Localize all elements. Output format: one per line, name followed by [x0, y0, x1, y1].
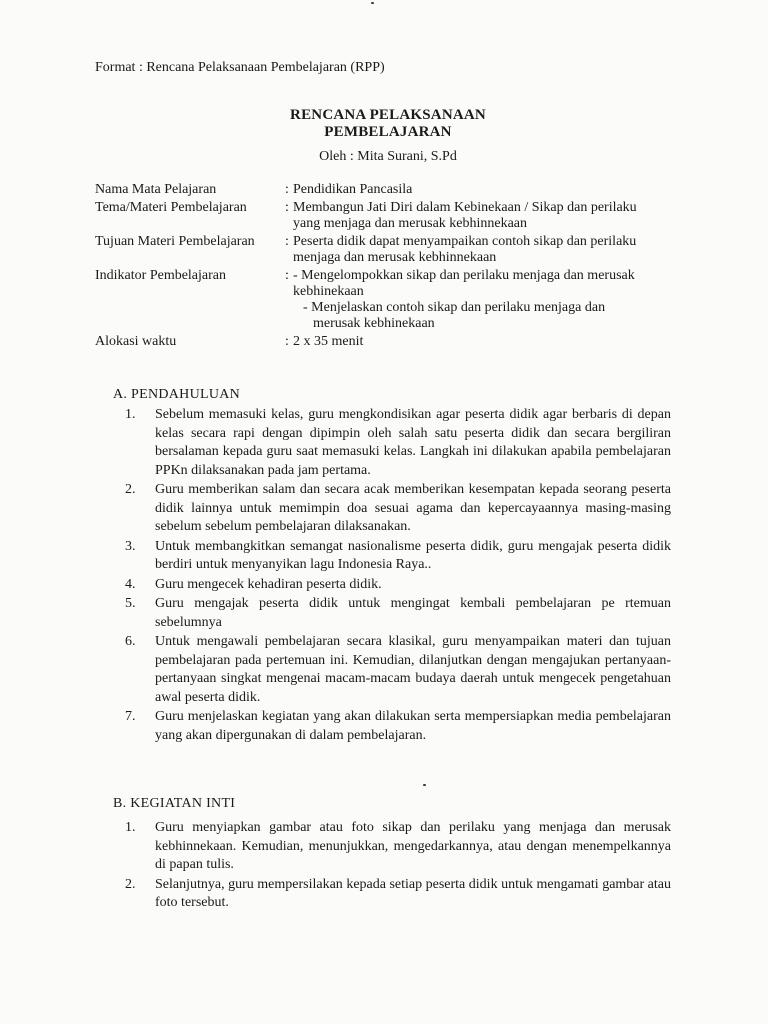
info-row-theme: Tema/Materi Pembelajaran : Membangun Jati Diri dalam Kebinekaan / Sikap dan perilaku yang menjaga dan merusak kebhinnekaan: [95, 200, 695, 232]
list-item: 1. Sebelum memasuki kelas, guru mengkondisikan agar peserta didik agar berbaris di depan kelas secara rapi dengan dipimpin oleh salah satu peserta didik dan secara bergiliran bersalaman kepada guru saat memasuki kelas. Langkah ini dilakukan apabila pembelajaran PPKn dilaksanakan pada jam pertama.: [125, 407, 671, 478]
list-item: 3. Untuk membangkitkan semangat nasionalisme peserta didik, guru mengajak peserta didik berdiri untuk menyanyikan lagu Indonesia Raya..: [125, 538, 671, 572]
section-heading-kegiatan-inti: B. KEGIATAN INTI: [113, 796, 236, 811]
scan-speck: [423, 784, 426, 786]
author-line: Oleh : Mita Surani, S.Pd: [319, 149, 457, 164]
list-item: 6. Untuk mengawali pembelajaran secara klasikal, guru menyampaikan materi dan tujuan pembelajaran pada pertemuan ini. Kemudian, dilanjutkan dengan mengajukan pertanyaan-pertanyaan singkat mengenai macam-macam budaya daerah untuk mengecek pengetahuan awal peserta didik.: [125, 634, 671, 705]
info-row-time: Alokasi waktu : 2 x 35 menit: [95, 334, 695, 350]
list-item: 5. Guru mengajak peserta didik untuk mengingat kembali pembelajaran pe rtemuan sebelumnya: [125, 596, 671, 630]
info-label: Alokasi waktu: [95, 334, 177, 349]
list-item: 2. Selanjutnya, guru mempersilakan kepada setiap peserta didik untuk mengamati gambar atau foto tersebut.: [125, 876, 671, 910]
info-value: - Mengelompokkan sikap dan perilaku menjaga dan merusak kebhinekaan - Menjelaskan contoh sikap dan perilaku menjaga dan merusak kebhinekaan: [293, 268, 635, 331]
info-value: 2 x 35 menit: [293, 334, 364, 349]
list-item: 4. Guru mengecek kehadiran peserta didik.: [125, 576, 382, 592]
info-value: Pendidikan Pancasila: [293, 182, 413, 197]
info-value: Peserta didik dapat menyampaikan contoh sikap dan perilaku menjaga dan merusak kebhinnekaan: [293, 234, 637, 265]
document-title-line-2: PEMBELAJARAN: [324, 124, 452, 140]
list-item: 1. Guru menyiapkan gambar atau foto sikap dan perilaku yang menjaga dan merusak kebhinnekaan. Kemudian, menunjukkan, mengedarkannya, atau dengan menempelkannya di papan tulis.: [125, 820, 671, 872]
list-item: 7. Guru menjelaskan kegiatan yang akan dilakukan serta mempersiapkan media pembelajaran yang akan dipergunakan di dalam pembelajaran.: [125, 709, 671, 743]
pendahuluan-list: [125, 406, 671, 746]
info-row-objective: Tujuan Materi Pembelajaran : Peserta didik dapat menyampaikan contoh sikap dan perilaku menjaga dan merusak kebhinnekaan: [95, 234, 695, 266]
info-label: Indikator Pembelajaran: [95, 268, 227, 283]
info-label: Nama Mata Pelajaran: [95, 182, 217, 197]
list-item: 2. Guru memberikan salam dan secara acak memberikan kesempatan kepada seorang peserta didik lainnya untuk memimpin doa sesuai agama dan kepercayaannya masing-masing sebelum sebelum pembelajaran dilaksanakan.: [125, 482, 671, 534]
info-row-subject: Nama Mata Pelajaran : Pendidikan Pancasila: [95, 182, 695, 198]
section-heading-pendahuluan: A. PENDAHULUAN: [113, 387, 241, 402]
info-value: Membangun Jati Diri dalam Kebinekaan / Sikap dan perilaku yang menjaga dan merusak kebhinnekaan: [293, 200, 637, 231]
document-title-line-1: RENCANA PELAKSANAAN: [290, 107, 486, 123]
info-table: [95, 182, 695, 352]
format-line: Format : Rencana Pelaksanaan Pembelajaran (RPP): [95, 60, 385, 75]
info-row-indicator: Indikator Pembelajaran : - Mengelompokkan sikap dan perilaku menjaga dan merusak kebhinekaan - Menjelaskan contoh sikap dan perilaku menjaga dan merusak kebhinekaan: [95, 268, 695, 332]
kegiatan-inti-list: [125, 819, 671, 914]
info-label: Tujuan Materi Pembelajaran: [95, 234, 255, 249]
info-label: Tema/Materi Pembelajaran: [95, 200, 247, 215]
scan-speck: [371, 2, 374, 4]
